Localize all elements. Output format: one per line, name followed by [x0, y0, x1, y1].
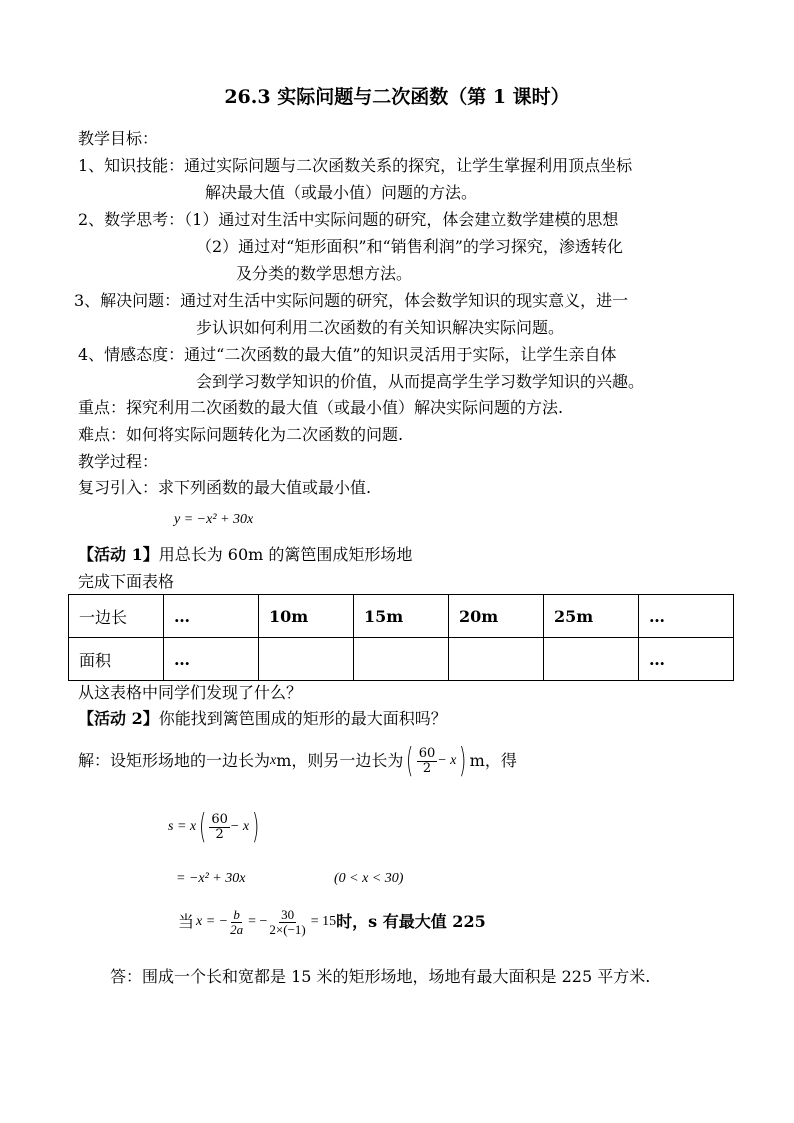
goal-3-line-1: 3、解决问题：通过对生活中实际问题的研究，体会数学知识的现实意义，进一: [74, 291, 629, 310]
solution-intro-c: ，得: [484, 751, 517, 770]
goal-2-line-3: 及分类的数学思想方法。: [236, 264, 413, 283]
goal-1-line-2: 解决最大值（或最小值）问题的方法。: [205, 183, 478, 202]
table-cell: …: [164, 638, 259, 681]
equals-15: = 15: [310, 914, 337, 930]
table-cell: [259, 638, 354, 681]
table-row: [69, 595, 734, 638]
table-cell: 一边长: [69, 595, 164, 638]
review-text: 复习引入：求下列函数的最大值或最小值.: [78, 478, 372, 497]
goal-4-line-2: 会到学习数学知识的价值，从而提高学生学习数学知识的兴趣。: [196, 372, 645, 391]
process-heading: 教学过程：: [78, 452, 159, 471]
table-cell: 25m: [544, 595, 639, 638]
activity-1-sub: 完成下面表格: [78, 572, 175, 591]
equation-s: s = x ( $\frac{60}{2}$ − x ): [168, 807, 260, 847]
s-equals-x: s = x: [168, 819, 197, 834]
activity-1: [78, 547, 412, 563]
answer: 答：围成一个长和宽都是 15 米的矩形场地，场地有最大面积是 225 平方米.: [110, 967, 651, 986]
activity-2: [78, 711, 447, 727]
activity-1-label: 【活动 1】: [78, 545, 159, 564]
table-cell: …: [639, 638, 734, 681]
fraction-30: $\frac{30}{2\times(-1)}$: [269, 907, 306, 937]
table-cell: [449, 638, 544, 681]
solution-intro-b: ，则另一边长为: [291, 751, 404, 770]
goals-heading: 教学目标：: [78, 129, 159, 148]
goal-3-line-2: 步认识如何利用二次函数的有关知识解决实际问题。: [196, 318, 565, 337]
area-table: [68, 594, 734, 681]
goal-2-line-2: （2）通过对“矩形面积”和“销售利润”的学习探究，渗透转化: [196, 237, 623, 256]
page-title: 26.3 实际问题与二次函数（第 1 课时）: [224, 86, 570, 108]
var-x: x: [270, 753, 277, 768]
table-row: [69, 638, 734, 681]
table-cell: 10m: [259, 595, 354, 638]
solution-intro-a: 解：设矩形场地的一边长为: [78, 751, 271, 770]
table-cell: [544, 638, 639, 681]
when-label: 当: [178, 912, 195, 932]
fraction-60-over-2: $\frac{60}{2}$: [211, 811, 228, 842]
activity-2-text: 你能找到篱笆围成的矩形的最大面积吗？: [158, 709, 447, 728]
vertex-calculation: [178, 908, 486, 936]
goal-1-line-1: 1、知识技能：通过实际问题与二次函数关系的探究，让学生掌握利用顶点坐标: [78, 156, 633, 175]
solution-intro: 解：设矩形场地的一边长为 x m ，则另一边长为 ( $\frac{60}{2}$ − x ) m ，得: [78, 741, 517, 781]
fraction-b-over-2a: $\frac{b}{2a}$: [230, 907, 244, 937]
unit-m: m: [276, 751, 292, 770]
goal-4-line-1: 4、情感态度：通过“二次函数的最大值”的知识灵活用于实际，让学生亲自体: [78, 345, 617, 364]
minus-x: − x: [229, 819, 250, 834]
x-equals: x = −: [196, 914, 229, 930]
fraction-60-over-2: $\frac{60}{2}$: [418, 745, 436, 776]
result-text: 时，s 有最大值 225: [336, 912, 486, 932]
minus-x: − x: [437, 753, 457, 768]
table-cell: 20m: [449, 595, 544, 638]
activity-2-label: 【活动 2】: [78, 709, 159, 728]
difficulty: 难点：如何将实际问题转化为二次函数的问题.: [78, 425, 404, 444]
table-cell: …: [639, 595, 734, 638]
review-formula: y = −x² + 30x: [174, 512, 254, 527]
equation-expanded: = −x² + 30x: [176, 871, 246, 886]
goal-2-line-1: 2、数学思考：（1）通过对生活中实际问题的研究，体会建立数学建模的思想: [78, 210, 619, 229]
table-cell: 15m: [354, 595, 449, 638]
table-cell: …: [164, 595, 259, 638]
table-cell: 面积: [69, 638, 164, 681]
domain: (0 < x < 30): [334, 871, 404, 886]
table-cell: [354, 638, 449, 681]
key-point: 重点：探究利用二次函数的最大值（或最小值）解决实际问题的方法.: [78, 398, 564, 417]
question: 从这表格中同学们发现了什么？: [78, 683, 303, 702]
equals-minus: = −: [248, 914, 268, 930]
activity-1-text: 用总长为 60m 的篱笆围成矩形场地: [158, 545, 413, 564]
unit-m: m: [469, 751, 485, 770]
